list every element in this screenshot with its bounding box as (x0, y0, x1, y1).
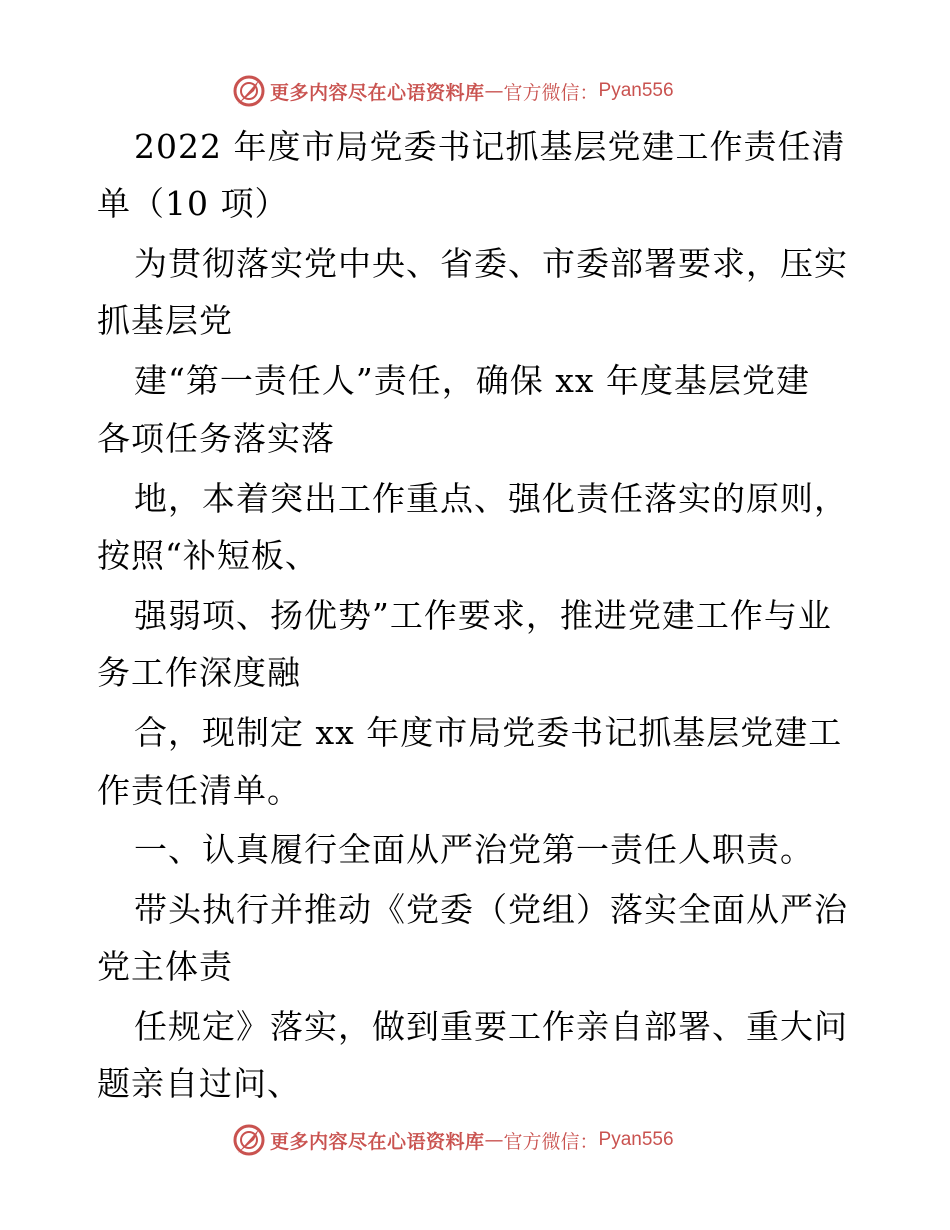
text-line: 带头执行并推动《党委（党组）落实全面从严治 (134, 890, 848, 929)
banner-title: 更多内容尽在心语资料库 (270, 1130, 485, 1153)
text-line: 合，现制定 xx 年度市局党委书记抓基层党建工 (134, 713, 843, 752)
banner-dash: — (484, 80, 504, 102)
text-line: 务工作深度融 (97, 653, 301, 692)
banner-dash: — (484, 1129, 504, 1151)
banner-title: 更多内容尽在心语资料库 (270, 81, 485, 104)
footer-banner (232, 1122, 674, 1158)
text-line: 一、认真履行全面从严治党第一责任人职责。 (134, 830, 814, 869)
text-line: 2022 年度市局党委书记抓基层党建工作责任清 (134, 127, 846, 166)
text-line: 强弱项、扬优势”工作要求，推进党建工作与业 (134, 596, 832, 635)
quill-logo-icon (232, 1123, 266, 1157)
banner-wechat-label: 官方微信： (503, 1130, 599, 1153)
text-line: 作责任清单。 (97, 771, 301, 810)
text-line: 为贯彻落实党中央、省委、市委部署要求，压实 (134, 244, 848, 283)
text-line: 任规定》落实，做到重要工作亲自部署、重大问 (134, 1007, 848, 1046)
text-line: 地，本着突出工作重点、强化责任落实的原则， (134, 479, 848, 518)
text-line: 按照“补短板、 (97, 536, 319, 575)
text-line: 抓基层党 (97, 301, 233, 340)
banner-wechat-label: 官方微信： (503, 81, 599, 104)
text-line: 题亲自过问、 (97, 1064, 301, 1103)
text-line: 各项任务落实落 (97, 419, 335, 458)
banner-wechat-id: Pyan556 (598, 80, 674, 101)
text-line: 建“第一责任人”责任，确保 xx 年度基层党建 (134, 361, 810, 400)
text-line: 单（10 项） (97, 184, 289, 223)
banner-wechat-id: Pyan556 (598, 1129, 674, 1150)
text-line: 党主体责 (97, 947, 233, 986)
